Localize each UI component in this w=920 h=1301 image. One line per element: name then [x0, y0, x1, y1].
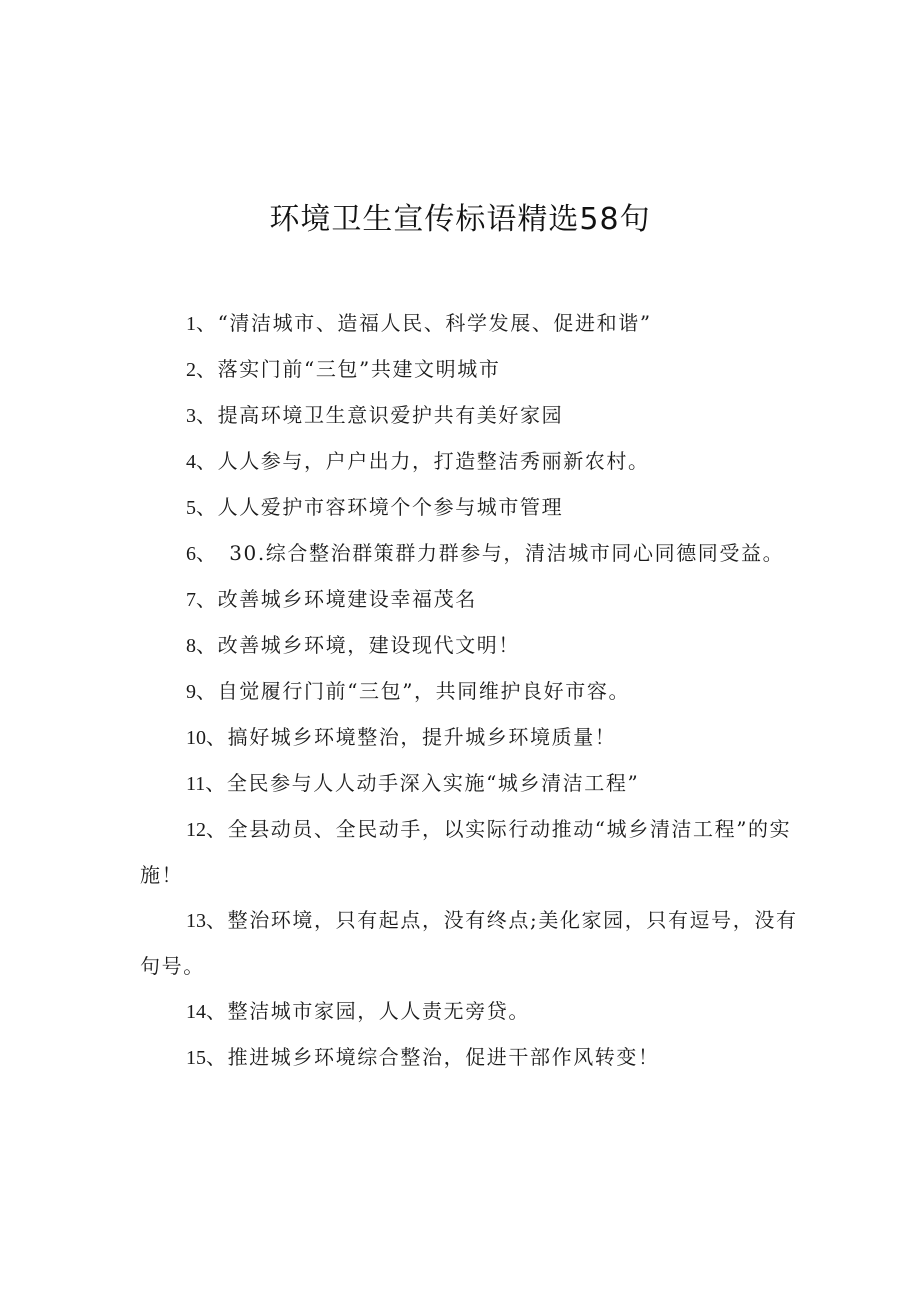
item-text: 、整洁城市家园，人人责无旁贷。	[206, 999, 530, 1023]
item-number: 4	[186, 451, 196, 473]
list-item	[140, 715, 800, 761]
item-number: 12	[186, 819, 206, 841]
item-text: 、自觉履行门前“三包”，共同维护良好市容。	[196, 679, 631, 703]
list-item	[140, 347, 800, 393]
item-number: 2	[186, 359, 196, 381]
list-item	[140, 485, 800, 531]
item-text: 、整治环境，只有起点，没有终点;美化家园，只有逗号，没有句号。	[140, 908, 798, 978]
list-item	[140, 531, 800, 577]
item-text: 、落实门前“三包”共建文明城市	[196, 357, 501, 381]
item-number: 6	[186, 543, 196, 565]
item-number: 7	[186, 589, 196, 611]
item-text: 、 30.综合整治群策群力群参与，清洁城市同心同德同受益。	[196, 541, 785, 565]
list-item	[140, 669, 800, 715]
item-text: 、改善城乡环境，建设现代文明！	[196, 633, 520, 657]
item-text: 、全民参与人人动手深入实施“城乡清洁工程”	[205, 771, 640, 795]
item-text: 、推进城乡环境综合整治，促进干部作风转变！	[206, 1045, 660, 1069]
list-item	[140, 393, 800, 439]
item-text: 、改善城乡环境建设幸福茂名	[196, 587, 477, 611]
item-number: 11	[186, 773, 206, 795]
list-item	[140, 898, 800, 989]
slogan-list	[140, 301, 800, 1081]
item-number: 13	[186, 910, 206, 932]
item-number: 15	[186, 1047, 206, 1069]
item-number: 9	[186, 681, 196, 703]
item-text: 、人人参与，户户出力，打造整洁秀丽新农村。	[196, 449, 650, 473]
item-text: 、提高环境卫生意识爱护共有美好家园	[196, 403, 564, 427]
list-item	[140, 439, 800, 485]
list-item	[140, 1035, 800, 1081]
item-number: 14	[186, 1001, 206, 1023]
item-number: 3	[186, 405, 196, 427]
list-item	[140, 807, 800, 898]
list-item	[140, 989, 800, 1035]
list-item	[140, 623, 800, 669]
list-item	[140, 761, 800, 807]
item-number: 10	[186, 727, 206, 749]
item-text: 、全县动员、全民动手，以实际行动推动“城乡清洁工程”的实施！	[140, 817, 792, 887]
document-title: 环境卫生宣传标语精选58句	[269, 202, 651, 237]
list-item	[140, 301, 800, 347]
list-item	[140, 577, 800, 623]
item-text: 、“清洁城市、造福人民、科学发展、促进和谐”	[196, 311, 652, 335]
item-number: 5	[186, 497, 196, 519]
item-number: 1	[186, 313, 196, 335]
item-text: 、搞好城乡环境整治，提升城乡环境质量！	[206, 725, 617, 749]
item-number: 8	[186, 635, 196, 657]
item-text: 、人人爱护市容环境个个参与城市管理	[196, 495, 564, 519]
